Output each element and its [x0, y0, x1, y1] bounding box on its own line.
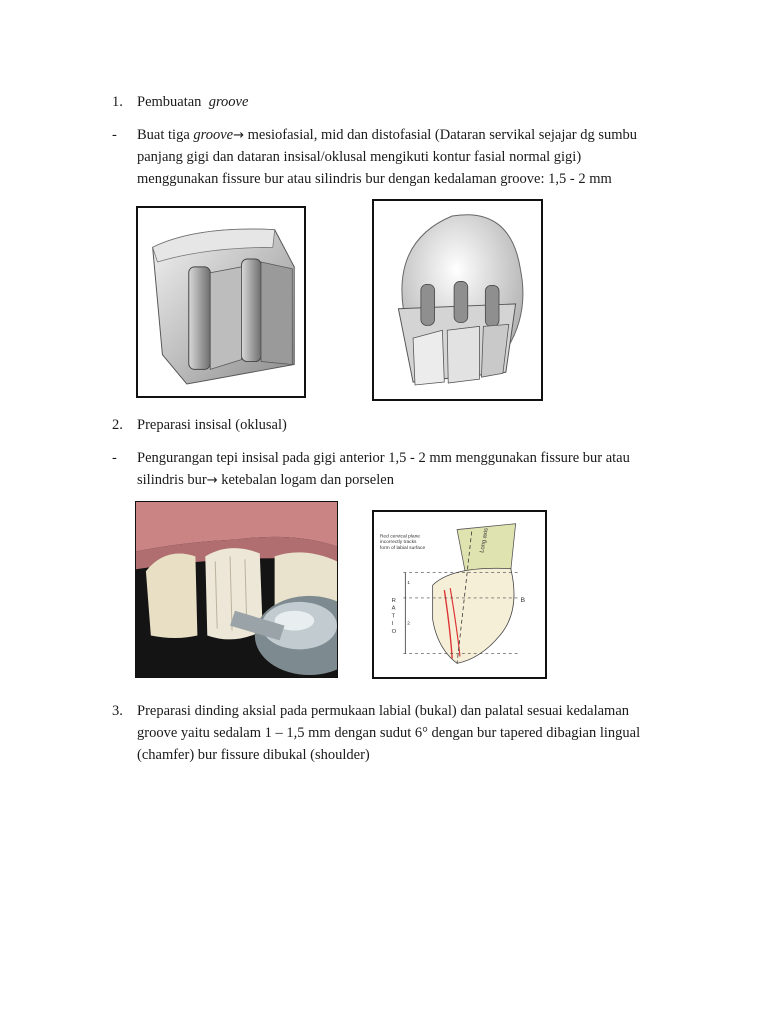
diagram-mark-1: 1 [407, 581, 410, 587]
section-3-number: 3. [112, 703, 123, 719]
bullet-2-line-1: Pengurangan tepi insisal pada gigi anterior 1,5 - 2 mm menggunakan fissure bur atau [137, 450, 630, 466]
arrow-right-icon: → [233, 128, 245, 143]
figure-clinical-photo [135, 501, 338, 678]
bullet-1-dash: - [112, 127, 117, 143]
diagram-caption: Red cervical plane incorrectly tracks form of labial surface [379, 534, 426, 552]
bullet-2-line-2: silindris bur→ ketebalan logam dan porselen [137, 472, 394, 488]
section-3-line-1: Preparasi dinding aksial pada permukaan labial (bukal) dan palatal sesuai kedalaman [137, 703, 630, 719]
diagram-region-b: B [520, 596, 526, 604]
bullet-2-dash: - [112, 450, 117, 466]
arrow-right-icon: → [206, 473, 218, 488]
section-3-line-2: groove yaitu sedalam 1 – 1,5 mm dengan sudut 6° dengan bur tapered dibagian lingual [137, 725, 641, 741]
section-2-heading [112, 414, 287, 436]
figure-tooth-grooves [372, 199, 543, 401]
section-1-heading [112, 91, 249, 113]
bullet-1-line-2: panjang gigi dan dataran insisal/oklusal mengikuti kontur fasial normal gigi) [137, 149, 582, 165]
section-3-line-3: (chamfer) bur fissure dibukal (shoulder) [137, 747, 370, 763]
section-1-number: 1. [112, 94, 123, 110]
bullet-1-line-3: menggunakan fissure bur atau silindris bur dengan kedalaman groove: 1,5 - 2 mm [137, 171, 612, 187]
section-2-heading-text: Preparasi insisal (oklusal) [137, 417, 287, 433]
section-1-heading-italic: groove [208, 94, 249, 110]
diagram-mark-2: 2 [407, 621, 410, 627]
section-1-heading-text: Pembuatan [137, 94, 202, 110]
bullet-1-line-1: Buat tiga groove→ mesiofasial, mid dan distofasial (Dataran servikal sejajar dg sumbu [137, 127, 638, 143]
diagram-axis-label: Long axis [479, 527, 490, 554]
section-2-number: 2. [112, 417, 123, 433]
figure-ratio-diagram [372, 510, 547, 679]
figure-groove-block [136, 206, 306, 398]
diagram-ratio-label: R A T I O [391, 597, 397, 636]
